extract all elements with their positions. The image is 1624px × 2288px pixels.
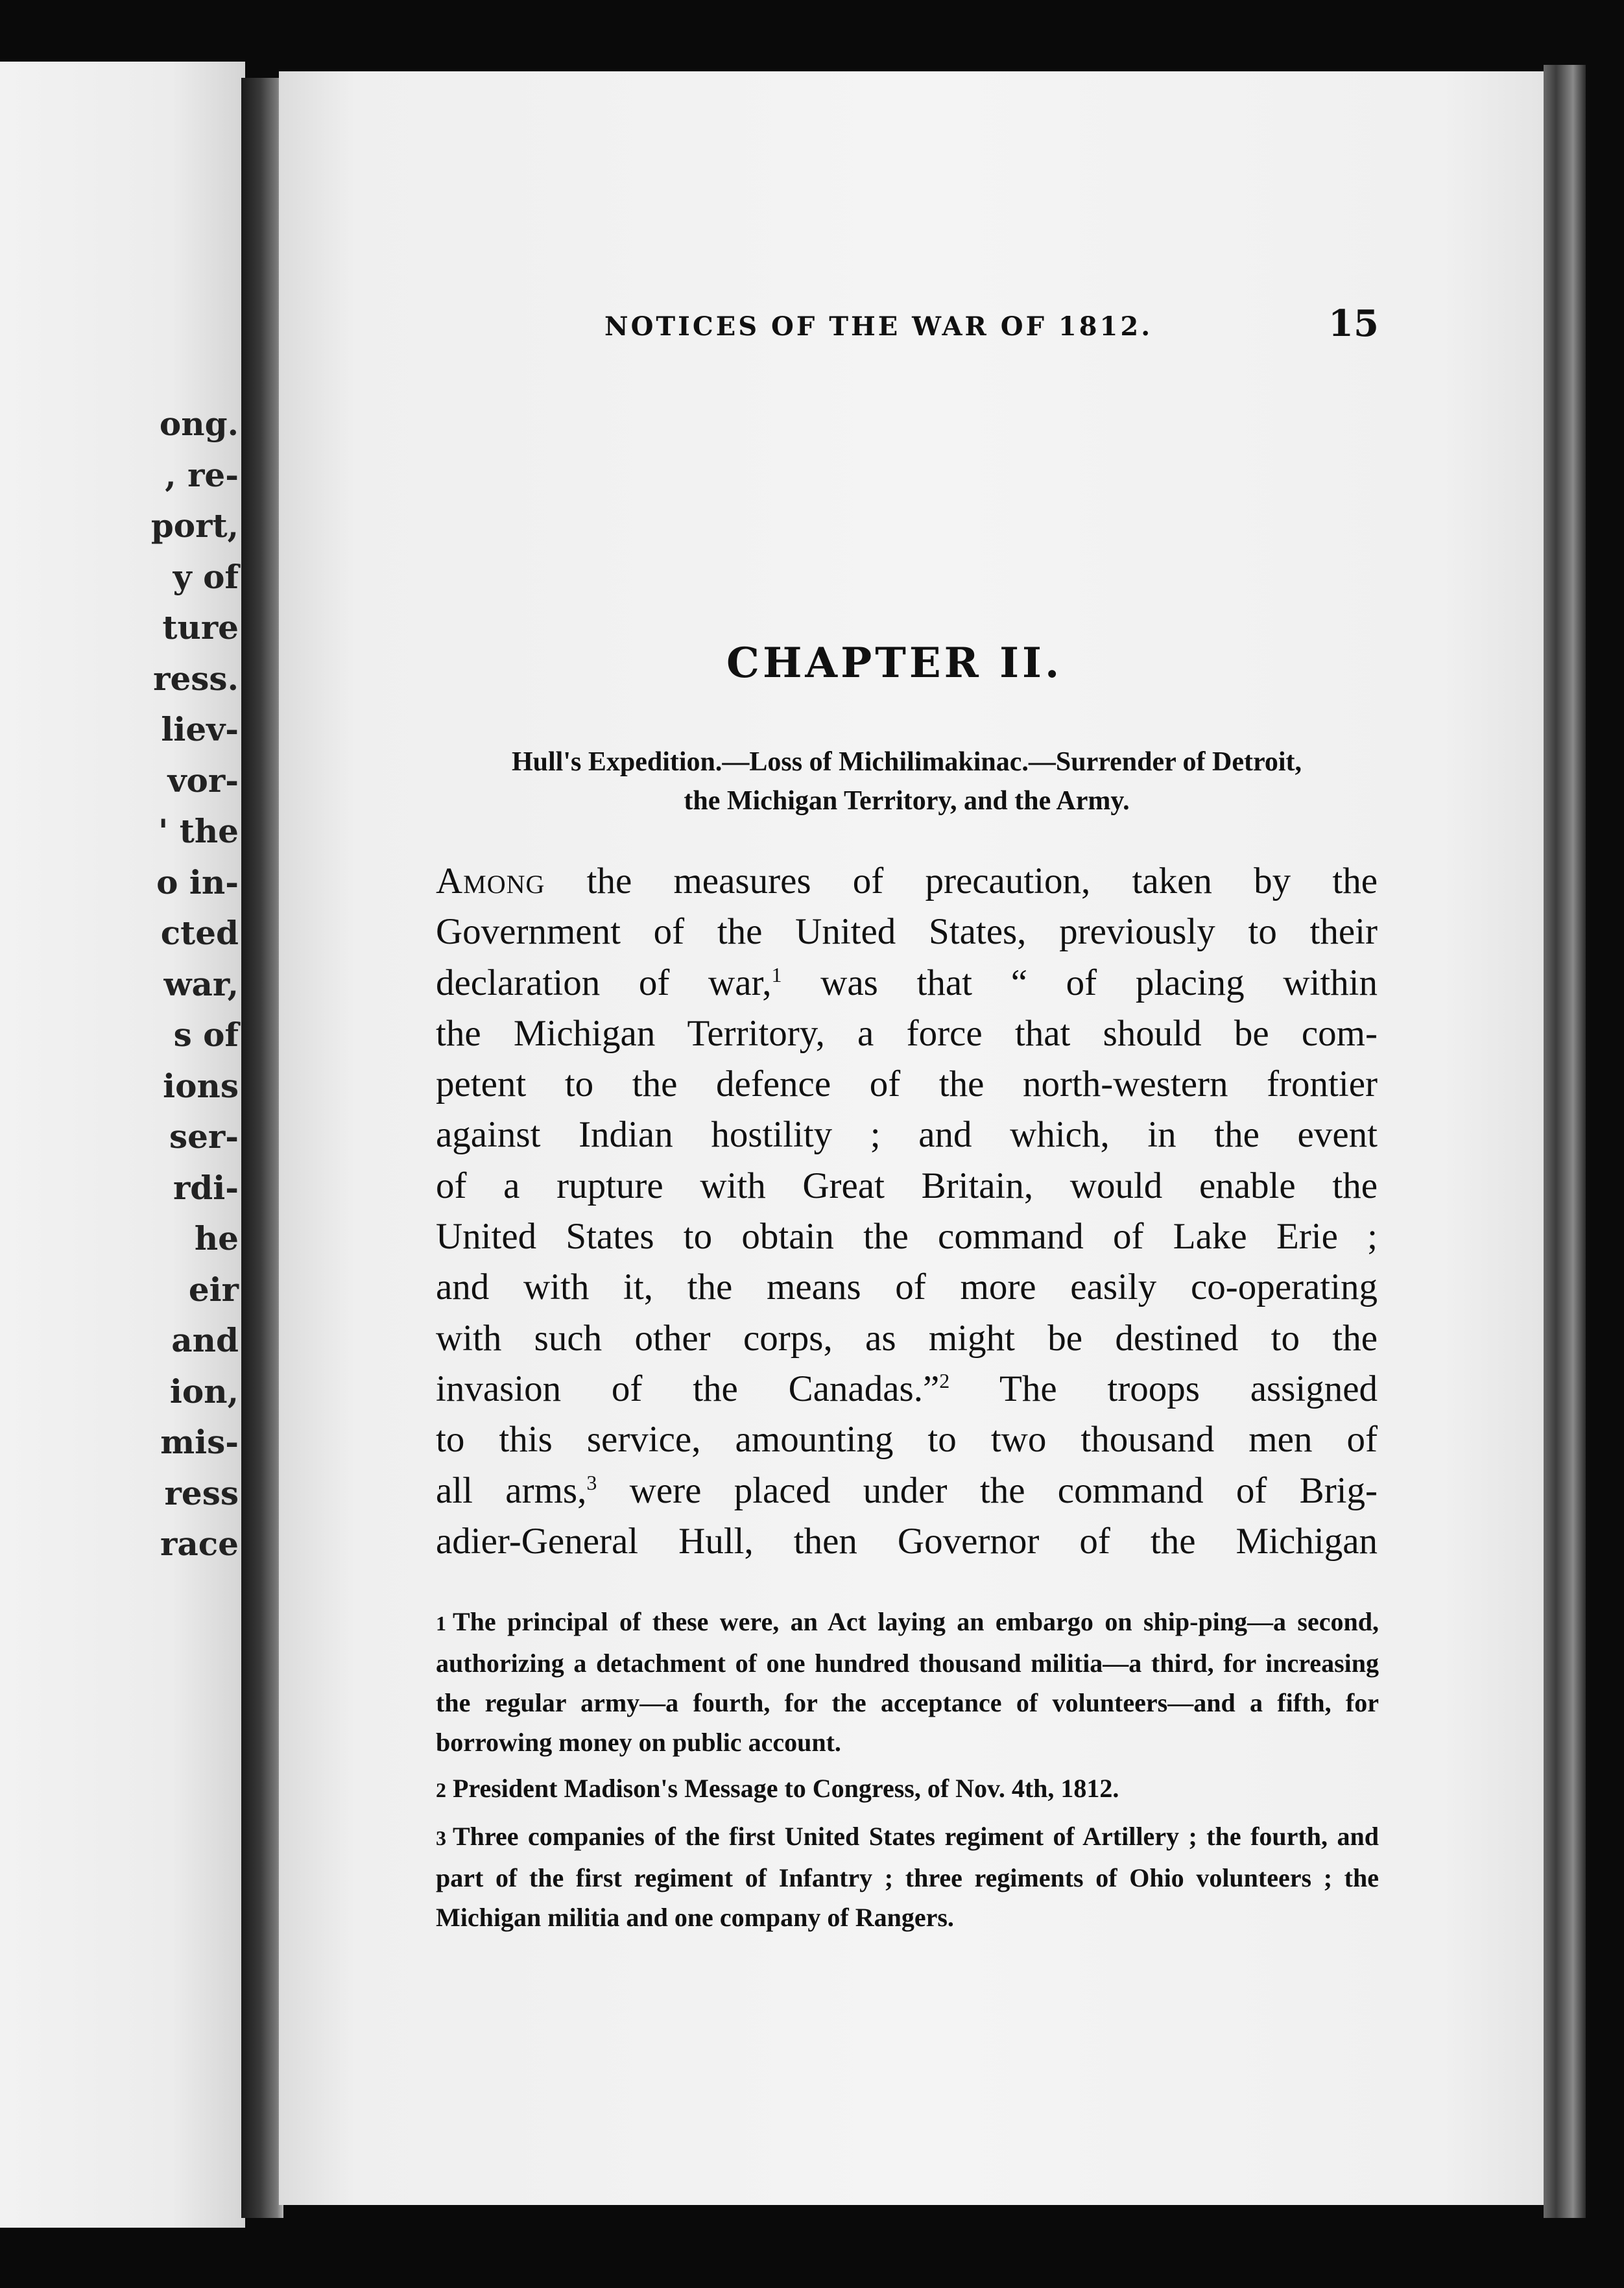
body-line-text: declaration of war, bbox=[436, 962, 772, 1003]
body-line: United States to obtain the command of Lake Erie ; bbox=[436, 1216, 1378, 1257]
body-line bbox=[436, 1364, 1378, 1414]
body-line: Government of the United States, previously to their bbox=[436, 911, 1378, 953]
body-line bbox=[436, 1466, 1378, 1516]
body-line-text: the measures of precaution, taken by the bbox=[545, 861, 1378, 901]
lead-word: Among bbox=[436, 861, 545, 901]
page-edge bbox=[1544, 65, 1586, 2218]
body-line-text: invasion of the Canadas.” bbox=[436, 1368, 940, 1409]
body-line bbox=[436, 856, 1378, 907]
footnote-ref: 1 bbox=[771, 962, 782, 986]
body-line: petent to the defence of the north-western frontier bbox=[436, 1064, 1378, 1105]
facing-page-text: ong. , re- port, y of ture ress. liev- vor- ' the o in- cted war, s of ions ser- rdi- he eir and ion, mis- ress race bbox=[150, 405, 239, 1563]
body-line: adier-General Hull, then Governor of the Michigan bbox=[436, 1520, 1378, 1562]
footnote-text: The principal of these were, an Act laying an embargo on ship-ping—a second, authorizing a detachment of one hundred thousand militia—a third, for increasing the regular army—a fourth, for the acceptance of volunteers—and a fifth, for borrowing money on public account. bbox=[436, 1607, 1379, 1757]
body-line: of a rupture with Great Britain, would enable the bbox=[436, 1165, 1378, 1206]
chapter-summary-line: the Michigan Territory, and the Army. bbox=[684, 786, 1130, 816]
chapter-title: CHAPTER II. bbox=[726, 639, 1063, 687]
chapter-summary-line: Hull's Expedition.—Loss of Michilimakinac.—Surrender of Detroit, bbox=[511, 747, 1302, 777]
page-number: 15 bbox=[1328, 302, 1379, 345]
facing-page bbox=[0, 62, 245, 2228]
footnotes bbox=[436, 1602, 1379, 1944]
body-line: to this service, amounting to two thousand men of bbox=[436, 1419, 1378, 1460]
body-line: with such other corps, as might be destined to the bbox=[436, 1317, 1378, 1359]
footnote-number: 1 bbox=[436, 1612, 446, 1635]
footnote bbox=[436, 1602, 1379, 1762]
body-line-text: was that “ of placing within bbox=[782, 962, 1378, 1003]
body-line-text: were placed under the command of Brig- bbox=[597, 1470, 1378, 1511]
book-gutter bbox=[241, 78, 283, 2218]
footnote bbox=[436, 1769, 1379, 1810]
footnote bbox=[436, 1817, 1379, 1937]
running-head: NOTICES OF THE WAR OF 1812. bbox=[604, 311, 1153, 342]
footnote-text: President Madison's Message to Congress, of Nov. 4th, 1812. bbox=[453, 1774, 1119, 1803]
footnote-text: Three companies of the first United States regiment of Artillery ; the fourth, and part of the first regiment of Infantry ; three regiments of Ohio volunteers ; the Michigan militia and one company of Rangers. bbox=[436, 1822, 1379, 1932]
footnote-ref: 3 bbox=[586, 1470, 597, 1494]
body-line: against Indian hostility ; and which, in the event bbox=[436, 1114, 1378, 1156]
body-line-text: The troops assigned bbox=[949, 1368, 1378, 1409]
body-line bbox=[436, 958, 1378, 1008]
body-line: and with it, the means of more easily co-operating bbox=[436, 1267, 1378, 1308]
chapter-summary bbox=[433, 743, 1380, 820]
body-line: the Michigan Territory, a force that should be com- bbox=[436, 1012, 1378, 1054]
footnote-ref: 2 bbox=[939, 1368, 950, 1392]
footnote-number: 3 bbox=[436, 1826, 446, 1850]
body-text bbox=[436, 856, 1378, 1567]
body-line-text: all arms, bbox=[436, 1470, 587, 1511]
footnote-number: 2 bbox=[436, 1778, 446, 1802]
